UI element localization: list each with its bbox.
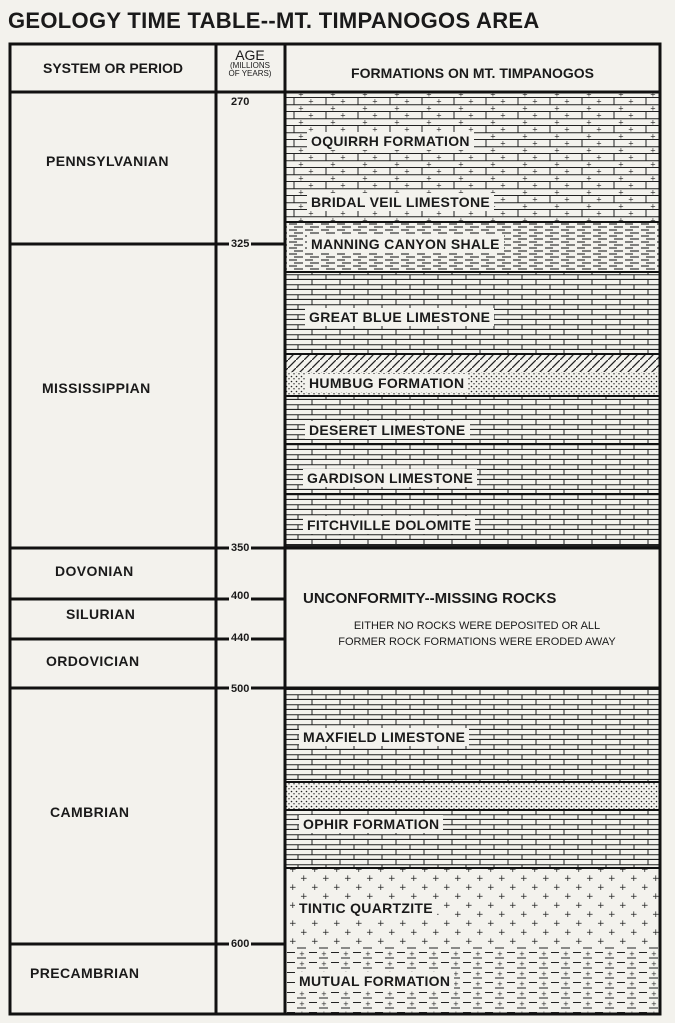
unconformity-note (302, 618, 652, 650)
age-500: 500 (231, 683, 250, 695)
header-formations: FORMATIONS ON MT. TIMPANOGOS (351, 65, 594, 81)
formation-great-blue: GREAT BLUE LIMESTONE (305, 308, 494, 326)
header-age (220, 48, 280, 78)
header-system-or-period: SYSTEM OR PERIOD (42, 60, 184, 76)
formation-humbug: HUMBUG FORMATION (305, 374, 468, 392)
age-325: 325 (231, 238, 250, 250)
formation-tintic: TINTIC QUARTZITE (295, 899, 437, 917)
age-600: 600 (231, 938, 250, 950)
period-silurian: SILURIAN (66, 606, 136, 622)
age-270: 270 (231, 96, 250, 108)
header-age-units-2: OF YEARS) (228, 69, 272, 78)
page-title: GEOLOGY TIME TABLE--MT. TIMPANOGOS AREA (8, 8, 540, 33)
age-440: 440 (231, 632, 250, 644)
formation-maxfield: MAXFIELD LIMESTONE (299, 728, 469, 746)
formation-mutual: MUTUAL FORMATION (295, 972, 454, 990)
period-mississippian: MISSISSIPPIAN (42, 380, 151, 396)
age-350: 350 (231, 542, 250, 554)
age-400: 400 (231, 590, 250, 602)
unconformity-note-line-1: EITHER NO ROCKS WERE DEPOSITED OR ALL (353, 620, 601, 632)
formation-gardison: GARDISON LIMESTONE (303, 469, 477, 487)
unconformity-label: UNCONFORMITY--MISSING ROCKS (303, 590, 557, 607)
formation-manning-canyon: MANNING CANYON SHALE (307, 235, 504, 253)
formation-bridal-veil: BRIDAL VEIL LIMESTONE (307, 193, 494, 211)
formation-ophir: OPHIR FORMATION (299, 815, 443, 833)
period-ordovician: ORDOVICIAN (46, 653, 140, 669)
header-age-label: AGE (235, 47, 265, 63)
formation-oquirrh: OQUIRRH FORMATION (307, 132, 474, 150)
period-dovonian: DOVONIAN (55, 563, 134, 579)
period-pennsylvanian: PENNSYLVANIAN (46, 153, 169, 169)
formation-fitchville: FITCHVILLE DOLOMITE (303, 516, 475, 534)
header-age-units-1: (MILLIONS (229, 61, 270, 70)
unconformity-note-line-2: FORMER ROCK FORMATIONS WERE ERODED AWAY (338, 636, 616, 648)
period-cambrian: CAMBRIAN (50, 804, 130, 820)
period-precambrian: PRECAMBRIAN (30, 965, 140, 981)
formation-deseret: DESERET LIMESTONE (305, 421, 470, 439)
